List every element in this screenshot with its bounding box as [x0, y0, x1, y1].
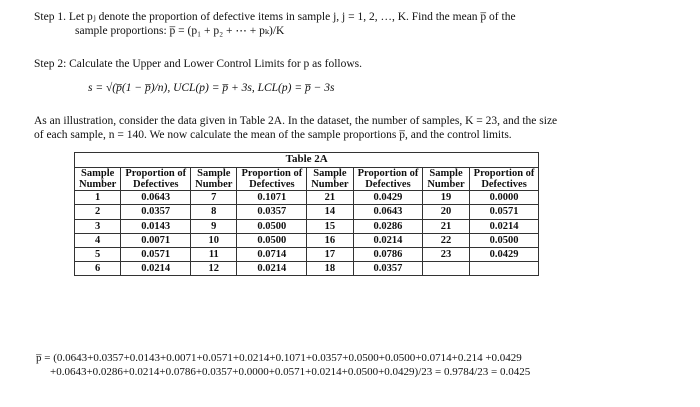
table-cell: 15 — [307, 219, 353, 233]
column-header — [75, 168, 121, 191]
table-cell: 16 — [307, 233, 353, 247]
table-cell: 9 — [191, 219, 237, 233]
column-header — [191, 168, 237, 191]
column-header-line: Sample — [81, 168, 115, 180]
column-header-line: Sample — [197, 168, 231, 180]
table-cell: 0.0714 — [237, 247, 307, 261]
column-header-line: Number — [427, 179, 465, 191]
table-cell: 0.0286 — [353, 219, 423, 233]
table-cell: 23 — [423, 247, 469, 261]
column-header — [237, 168, 307, 191]
table-cell: 0.0571 — [469, 205, 539, 219]
table-cell — [469, 261, 539, 275]
table-cell: 0.0214 — [469, 219, 539, 233]
table-cell: 0.0500 — [237, 219, 307, 233]
table-cell: 6 — [75, 261, 121, 275]
table-cell: 0.0429 — [353, 191, 423, 205]
table-cell: 0.0357 — [121, 205, 191, 219]
table-cell: 0.0643 — [353, 205, 423, 219]
table-cell: 0.0571 — [121, 247, 191, 261]
table-cell: 7 — [191, 191, 237, 205]
column-header-line: Sample — [313, 168, 347, 180]
table-cell: 11 — [191, 247, 237, 261]
table-cell: 0.0500 — [237, 233, 307, 247]
table-cell: 18 — [307, 261, 353, 275]
column-header-line: Defectives — [249, 179, 295, 191]
table-cell: 0.0143 — [121, 219, 191, 233]
table-row — [75, 233, 539, 247]
table-cell: 19 — [423, 191, 469, 205]
table-cell: 2 — [75, 205, 121, 219]
table-cell: 3 — [75, 219, 121, 233]
table-cell: 12 — [191, 261, 237, 275]
table-cell: 1 — [75, 191, 121, 205]
document-body — [34, 10, 664, 276]
table-title: Table 2A — [75, 153, 539, 168]
column-header-line: Defectives — [132, 179, 179, 191]
table-cell: 22 — [423, 233, 469, 247]
table-cell: 10 — [191, 233, 237, 247]
table-row — [75, 219, 539, 233]
column-header-line: Sample — [429, 168, 463, 180]
table-cell — [423, 261, 469, 275]
column-header-line: Defectives — [481, 179, 527, 191]
column-header — [469, 168, 539, 191]
column-header — [353, 168, 423, 191]
illustration-line1: As an illustration, consider the data given in Table 2A. In the dataset, the number of samples, K = 23, and the size — [34, 114, 558, 127]
mean-calc-line2: +0.0643+0.0286+0.0214+0.0786+0.0357+0.0000+0.0571+0.0214+0.0500+0.0429)/23 = 0.9784/23 = 0.0425 — [50, 365, 531, 378]
table-cell: 8 — [191, 205, 237, 219]
table-body — [75, 191, 539, 276]
table-cell: 4 — [75, 233, 121, 247]
table-cell: 0.0000 — [469, 191, 539, 205]
table-row — [75, 247, 539, 261]
table-cell: 21 — [423, 219, 469, 233]
table-cell: 20 — [423, 205, 469, 219]
table-row — [75, 261, 539, 275]
table-cell: 0.0071 — [121, 233, 191, 247]
column-header — [423, 168, 469, 191]
table-cell: 5 — [75, 247, 121, 261]
table-2a — [74, 152, 539, 276]
table-cell: 0.0500 — [469, 233, 539, 247]
table-header-row — [75, 168, 539, 191]
mean-calculation — [36, 352, 530, 380]
table-cell: 0.0429 — [469, 247, 539, 261]
column-header-line: Proportion of — [473, 168, 535, 180]
illustration-line2: of each sample, n = 140. We now calculate the mean of the sample proportions p̅, and the control limits. — [34, 128, 512, 141]
table-cell: 0.0214 — [237, 261, 307, 275]
column-header — [121, 168, 191, 191]
column-header-line: Number — [195, 179, 233, 191]
column-header-line: Proportion of — [241, 168, 303, 180]
table-cell: 0.0357 — [237, 205, 307, 219]
table-cell: 0.1071 — [237, 191, 307, 205]
table-cell: 21 — [307, 191, 353, 205]
table-cell: 0.0214 — [353, 233, 423, 247]
table-cell: 14 — [307, 205, 353, 219]
column-header-line: Proportion of — [357, 168, 419, 180]
column-header-line: Number — [311, 179, 349, 191]
control-limit-formula: s = √(p̅(1 − p̅)/n), UCL(p) = p̅ + 3s, LCL(p) = p̅ − 3s — [88, 82, 335, 95]
column-header — [307, 168, 353, 191]
column-header-line: Proportion of — [125, 168, 187, 180]
table-row — [75, 191, 539, 205]
table-row — [75, 205, 539, 219]
step1-line1: Step 1. Let pⱼ denote the proportion of defective items in sample j, j = 1, 2, …, K. Find the mean p̅ of the — [34, 11, 516, 23]
step1-line2: sample proportions: p̅ = (p₁ + p₂ + ⋯ + pₖ)/K — [75, 25, 285, 38]
table-cell: 0.0643 — [121, 191, 191, 205]
mean-calc-line1: p̅ = (0.0643+0.0357+0.0143+0.0071+0.0571+0.0214+0.1071+0.0357+0.0500+0.0500+0.0714+0.214 +0.0429 — [36, 352, 522, 364]
column-header-line: Defectives — [365, 179, 411, 191]
column-header-line: Number — [79, 179, 117, 191]
step2-line1: Step 2: Calculate the Upper and Lower Control Limits for p as follows. — [34, 57, 363, 70]
table-cell: 0.0786 — [353, 247, 423, 261]
table-cell: 0.0214 — [121, 261, 191, 275]
table-cell: 0.0357 — [353, 261, 423, 275]
table-cell: 17 — [307, 247, 353, 261]
